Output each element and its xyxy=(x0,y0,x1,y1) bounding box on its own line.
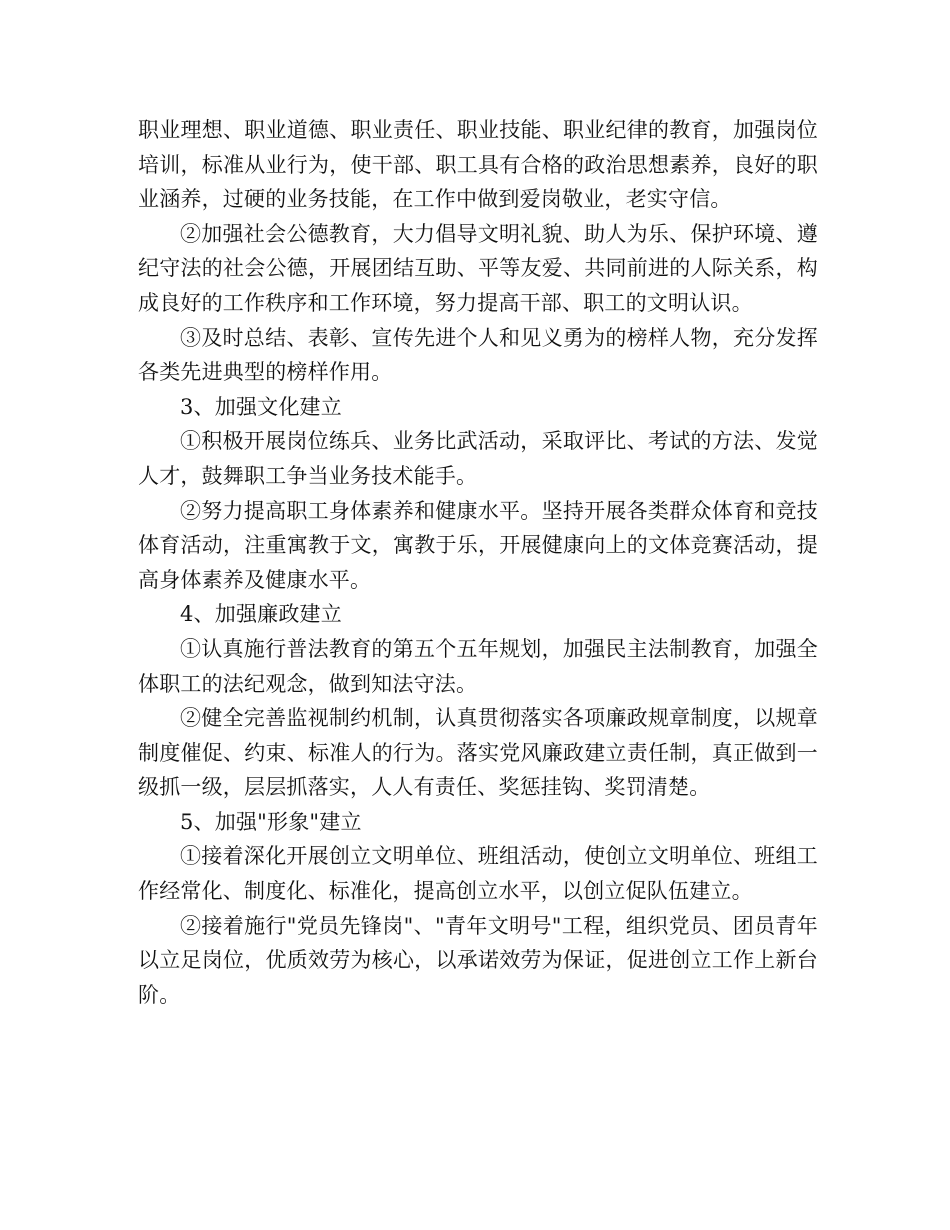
paragraph-supervision: ②健全完善监视制约机制，认真贯彻落实各项廉政规章制度，以规章制度催促、约束、标准人的行为。落实党风廉政建立责任制，真正做到一级抓一级，层层抓落实，人人有责任、奖惩挂钩、奖罚清楚。 xyxy=(138,706,818,800)
section-heading-culture: 3、加强文化建立 xyxy=(180,394,342,419)
section-heading-integrity: 4、加强廉政建立 xyxy=(180,602,342,627)
paragraph-role-models: ③及时总结、表彰、宣传先进个人和见义勇为的榜样人物，充分发挥各类先进典型的榜样作用。 xyxy=(138,325,818,385)
document-body xyxy=(138,113,818,1012)
paragraph-skills-competition: ①积极开展岗位练兵、业务比武活动，采取评比、考试的方法、发觉人才，鼓舞职工争当业务技术能手。 xyxy=(138,429,818,488)
paragraph-social-morality: ②加强社会公德教育，大力倡导文明礼貌、助人为乐、保护环境、遵纪守法的社会公德，开展团结互助、平等友爱、共同前进的人际关系，构成良好的工作秩序和工作环境，努力提高干部、职工的文明认识。 xyxy=(138,221,818,315)
section-heading-image: 5、加强"形象"建立 xyxy=(180,809,362,834)
paragraph-professional-ethics: 职业理想、职业道德、职业责任、职业技能、职业纪律的教育，加强岗位培训，标准从业行为，使干部、职工具有合格的政治思想素养，良好的职业涵养，过硬的业务技能，在工作中做到爱岗敬业，老实守信。 xyxy=(138,118,818,212)
paragraph-legal-education: ①认真施行普法教育的第五个五年规划，加强民主法制教育，加强全体职工的法纪观念，做到知法守法。 xyxy=(138,636,818,696)
paragraph-civilized-units: ①接着深化开展创立文明单位、班组活动，使创立文明单位、班组工作经常化、制度化、标准化，提高创立水平，以创立促队伍建立。 xyxy=(138,844,818,904)
paragraph-party-pioneer: ②接着施行"党员先锋岗"、"青年文明号"工程，组织党员、团员青年以立足岗位，优质效劳为核心，以承诺效劳为保证，促进创立工作上新台阶。 xyxy=(138,913,818,1007)
paragraph-physical-fitness: ②努力提高职工身体素养和健康水平。坚持开展各类群众体育和竞技体育活动，注重寓教于文，寓教于乐，开展健康向上的文体竞赛活动，提高身体素养及健康水平。 xyxy=(138,498,818,592)
